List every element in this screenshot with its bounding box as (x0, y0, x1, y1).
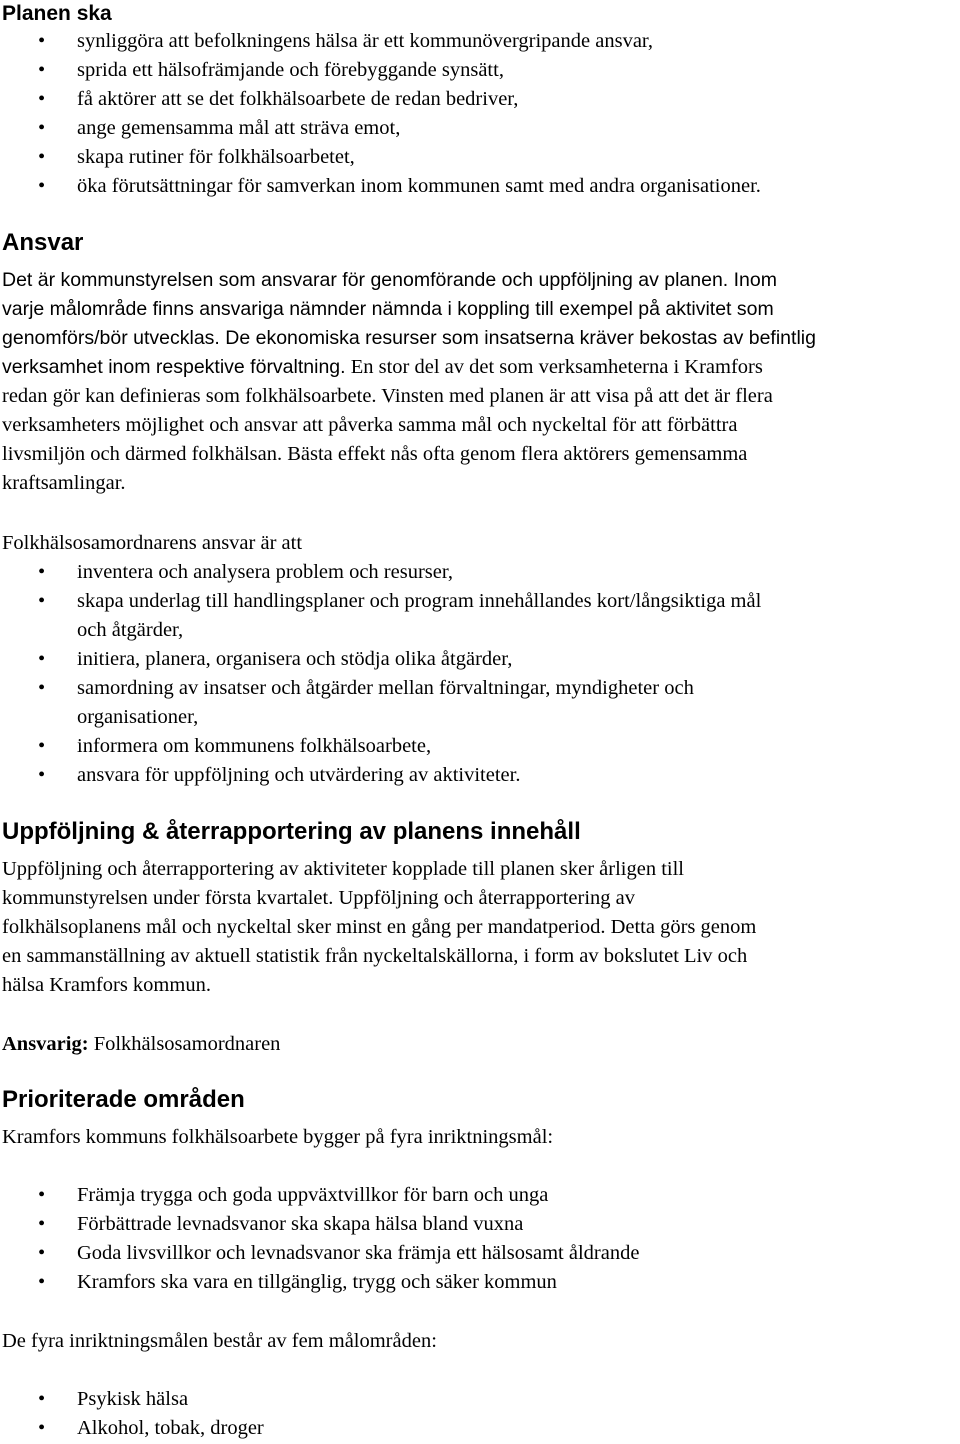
areas-intro: De fyra inriktningsmålen består av fem målområden: (2, 1330, 437, 1352)
list-item: • informera om kommunens folkhälsoarbete, (0, 732, 960, 761)
samordnare-list (0, 558, 960, 790)
bullet-icon: • (38, 561, 46, 583)
list-item: • inventera och analysera problem och resurser, (0, 558, 960, 587)
ansvar-paragraph: Det är kommunstyrelsen som ansvarar för genomförande och uppföljning av planen. Inom varje målområde finns ansvariga nämnder nämnda i koppling till exempel på aktivitet som genomförs/bör utvecklas. De ekonomiska resurser som insatserna kräver bekostas av befintlig verksamhet inom respektive förvaltning. En stor del av det som verksamheterna i Kramfors (2, 269, 816, 378)
list-item: • Psykisk hälsa (0, 1385, 960, 1414)
goals-list (0, 1181, 960, 1297)
list-item: • ansvara för uppföljning och utvärdering av aktiviteter. (0, 761, 960, 790)
bullet-icon: • (38, 1271, 46, 1293)
bullet-icon: • (38, 1213, 46, 1235)
heading-prioriterade: Prioriterade områden (2, 1086, 245, 1113)
ansvarig-value: Folkhälsosamordnaren (88, 1033, 281, 1055)
list-item: • ange gemensamma mål att sträva emot, (0, 114, 960, 143)
list-item: • skapa underlag till handlingsplaner och program innehållandes kort/långsiktiga mål och åtgärder, (0, 587, 960, 645)
list-item: • Förbättrade levnadsvanor ska skapa hälsa bland vuxna (0, 1210, 960, 1239)
bullet-icon: • (38, 648, 46, 670)
bullet-icon: • (38, 1184, 46, 1206)
bullet-icon: • (38, 1388, 46, 1410)
bullet-icon: • (38, 30, 46, 52)
heading-samordnare: Folkhälsosamordnarens ansvar är att (2, 532, 303, 554)
list-item: • öka förutsättningar för samverkan inom kommunen samt med andra organisationer. (0, 172, 960, 201)
list-item: • sprida ett hälsofrämjande och förebyggande synsätt, (0, 56, 960, 85)
bullet-icon: • (38, 1242, 46, 1264)
list-item: • Kramfors ska vara en tillgänglig, trygg och säker kommun (0, 1268, 960, 1297)
heading-uppfoljning: Uppföljning & återrapportering av planens innehåll (2, 818, 581, 845)
prioriterade-intro: Kramfors kommuns folkhälsoarbete bygger på fyra inriktningsmål: (2, 1126, 554, 1148)
ansvar-paragraph-continued: redan gör kan definieras som folkhälsoarbete. Vinsten med planen är att visa på att det är flera verksamheters möjlighet och ansvar att påverka samma mål och nyckeltal för att förbättra livsmiljön och därmed folkhälsan. Bästa effekt nås ofta genom flera aktörers gemensamma kraftsamlingar. (2, 385, 773, 494)
heading-planen-ska: Planen ska (2, 2, 112, 25)
bullet-icon: • (38, 146, 46, 168)
ansvarig-label: Ansvarig: (2, 1033, 89, 1055)
bullet-icon: • (38, 175, 46, 197)
bullet-icon: • (38, 590, 46, 612)
bullet-icon: • (38, 764, 46, 786)
planen-list (0, 27, 960, 201)
list-item: • Alkohol, tobak, droger (0, 1414, 960, 1443)
uppfoljning-paragraph: Uppföljning och återrapportering av aktiviteter kopplade till planen sker årligen till kommunstyrelsen under första kvartalet. Uppföljning och återrapportering av folkhälsoplanens mål och nyckeltal sker minst en gång per mandatperiod. Detta görs genom en sammanställning av aktuell statistik från nyckeltalskällorna, i form av bokslutet Liv och hälsa Kramfors kommun. (2, 858, 757, 996)
list-item: • Främja trygga och goda uppväxtvillkor för barn och unga (0, 1181, 960, 1210)
list-item: • initiera, planera, organisera och stödja olika åtgärder, (0, 645, 960, 674)
list-item: • samordning av insatser och åtgärder mellan förvaltningar, myndigheter och organisationer, (0, 674, 960, 732)
areas-list (0, 1385, 960, 1443)
list-item: • Goda livsvillkor och levnadsvanor ska främja ett hälsosamt åldrande (0, 1239, 960, 1268)
bullet-icon: • (38, 677, 46, 699)
list-item: • få aktörer att se det folkhälsoarbete de redan bedriver, (0, 85, 960, 114)
bullet-icon: • (38, 735, 46, 757)
bullet-icon: • (38, 117, 46, 139)
bullet-icon: • (38, 88, 46, 110)
list-item: • skapa rutiner för folkhälsoarbetet, (0, 143, 960, 172)
bullet-icon: • (38, 1417, 46, 1439)
list-item: • synliggöra att befolkningens hälsa är ett kommunövergripande ansvar, (0, 27, 960, 56)
ansvarig-line (2, 1030, 960, 1059)
heading-ansvar: Ansvar (2, 229, 84, 256)
bullet-icon: • (38, 59, 46, 81)
